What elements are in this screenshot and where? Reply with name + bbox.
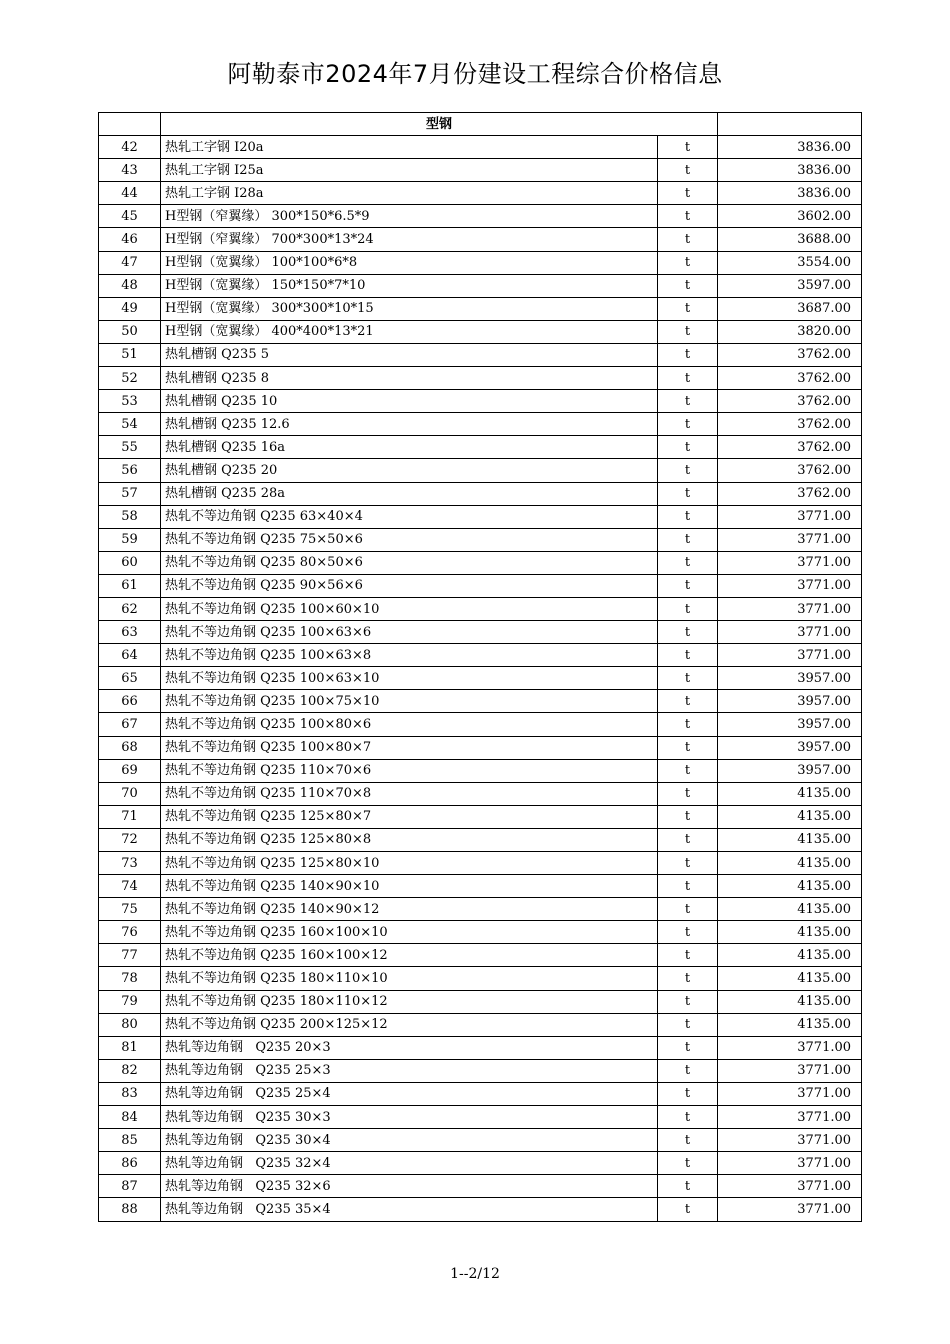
item-price: 4135.00 — [718, 898, 862, 921]
item-unit: t — [658, 1082, 718, 1105]
item-number: 54 — [99, 413, 161, 436]
item-unit: t — [658, 944, 718, 967]
table-row — [99, 320, 862, 343]
item-price: 3771.00 — [718, 505, 862, 528]
item-number: 58 — [99, 505, 161, 528]
item-price: 4135.00 — [718, 921, 862, 944]
item-unit: t — [658, 898, 718, 921]
item-number: 67 — [99, 713, 161, 736]
item-name: 热轧等边角钢 Q235 25×3 — [161, 1059, 658, 1082]
item-name: 热轧不等边角钢 Q235 140×90×12 — [161, 898, 658, 921]
table-row — [99, 1198, 862, 1221]
table-row — [99, 390, 862, 413]
item-number: 83 — [99, 1082, 161, 1105]
item-number: 78 — [99, 967, 161, 990]
category-label: 型钢 — [161, 113, 718, 136]
table-row — [99, 1175, 862, 1198]
item-name: 热轧槽钢 Q235 12.6 — [161, 413, 658, 436]
header-cell-empty — [718, 113, 862, 136]
item-name: 热轧不等边角钢 Q235 160×100×10 — [161, 921, 658, 944]
item-name: H型钢（宽翼缘） 400*400*13*21 — [161, 320, 658, 343]
item-name: 热轧等边角钢 Q235 30×3 — [161, 1106, 658, 1129]
item-name: 热轧槽钢 Q235 8 — [161, 367, 658, 390]
table-row — [99, 621, 862, 644]
item-price: 4135.00 — [718, 944, 862, 967]
item-name: 热轧等边角钢 Q235 25×4 — [161, 1082, 658, 1105]
item-price: 3554.00 — [718, 251, 862, 274]
table-row — [99, 1059, 862, 1082]
item-name: 热轧不等边角钢 Q235 180×110×10 — [161, 967, 658, 990]
table-row — [99, 343, 862, 366]
item-unit: t — [658, 1152, 718, 1175]
table-row — [99, 828, 862, 851]
item-number: 59 — [99, 528, 161, 551]
item-unit: t — [658, 597, 718, 620]
table-row — [99, 367, 862, 390]
item-name: 热轧不等边角钢 Q235 100×63×8 — [161, 644, 658, 667]
item-unit: t — [658, 828, 718, 851]
item-price: 3771.00 — [718, 1059, 862, 1082]
item-name: 热轧不等边角钢 Q235 100×80×6 — [161, 713, 658, 736]
item-number: 80 — [99, 1013, 161, 1036]
table-row — [99, 228, 862, 251]
item-price: 3688.00 — [718, 228, 862, 251]
item-number: 81 — [99, 1036, 161, 1059]
item-number: 65 — [99, 667, 161, 690]
item-unit: t — [658, 528, 718, 551]
item-number: 62 — [99, 597, 161, 620]
table-row — [99, 297, 862, 320]
table-row — [99, 644, 862, 667]
item-unit: t — [658, 667, 718, 690]
item-name: 热轧工字钢 I20a — [161, 136, 658, 159]
item-price: 3771.00 — [718, 1106, 862, 1129]
item-price: 3762.00 — [718, 436, 862, 459]
item-number: 49 — [99, 297, 161, 320]
item-unit: t — [658, 713, 718, 736]
item-price: 4135.00 — [718, 967, 862, 990]
item-name: 热轧不等边角钢 Q235 80×50×6 — [161, 551, 658, 574]
item-number: 82 — [99, 1059, 161, 1082]
item-number: 84 — [99, 1106, 161, 1129]
table-row — [99, 990, 862, 1013]
item-name: H型钢（宽翼缘） 100*100*6*8 — [161, 251, 658, 274]
item-unit: t — [658, 390, 718, 413]
table-row — [99, 182, 862, 205]
table-row — [99, 459, 862, 482]
item-price: 3762.00 — [718, 367, 862, 390]
item-name: 热轧槽钢 Q235 20 — [161, 459, 658, 482]
item-name: 热轧不等边角钢 Q235 110×70×8 — [161, 782, 658, 805]
item-price: 3836.00 — [718, 136, 862, 159]
item-unit: t — [658, 852, 718, 875]
item-price: 3836.00 — [718, 159, 862, 182]
item-number: 76 — [99, 921, 161, 944]
item-name: 热轧不等边角钢 Q235 125×80×10 — [161, 852, 658, 875]
item-name: H型钢（窄翼缘） 700*300*13*24 — [161, 228, 658, 251]
item-name: 热轧等边角钢 Q235 32×6 — [161, 1175, 658, 1198]
item-unit: t — [658, 644, 718, 667]
item-number: 42 — [99, 136, 161, 159]
item-unit: t — [658, 1198, 718, 1221]
item-price: 3957.00 — [718, 759, 862, 782]
item-unit: t — [658, 875, 718, 898]
item-price: 3771.00 — [718, 597, 862, 620]
item-price: 3957.00 — [718, 667, 862, 690]
item-name: 热轧槽钢 Q235 10 — [161, 390, 658, 413]
item-name: 热轧不等边角钢 Q235 180×110×12 — [161, 990, 658, 1013]
table-row — [99, 205, 862, 228]
item-unit: t — [658, 505, 718, 528]
item-price: 4135.00 — [718, 828, 862, 851]
table-row — [99, 1036, 862, 1059]
item-name: 热轧不等边角钢 Q235 140×90×10 — [161, 875, 658, 898]
table-row — [99, 505, 862, 528]
table-row — [99, 551, 862, 574]
item-number: 70 — [99, 782, 161, 805]
item-name: 热轧不等边角钢 Q235 125×80×8 — [161, 828, 658, 851]
item-name: 热轧不等边角钢 Q235 200×125×12 — [161, 1013, 658, 1036]
item-number: 44 — [99, 182, 161, 205]
item-number: 75 — [99, 898, 161, 921]
item-name: 热轧不等边角钢 Q235 75×50×6 — [161, 528, 658, 551]
item-number: 56 — [99, 459, 161, 482]
item-name: 热轧不等边角钢 Q235 160×100×12 — [161, 944, 658, 967]
item-unit: t — [658, 1036, 718, 1059]
item-unit: t — [658, 805, 718, 828]
table-row — [99, 1013, 862, 1036]
item-price: 3957.00 — [718, 736, 862, 759]
table-row — [99, 1129, 862, 1152]
item-unit: t — [658, 1059, 718, 1082]
item-unit: t — [658, 551, 718, 574]
item-unit: t — [658, 436, 718, 459]
item-unit: t — [658, 182, 718, 205]
item-name: 热轧不等边角钢 Q235 63×40×4 — [161, 505, 658, 528]
item-name: 热轧不等边角钢 Q235 100×63×10 — [161, 667, 658, 690]
item-price: 3762.00 — [718, 482, 862, 505]
item-price: 4135.00 — [718, 782, 862, 805]
page-number: 1--2/12 — [450, 1266, 500, 1282]
item-unit: t — [658, 736, 718, 759]
item-unit: t — [658, 343, 718, 366]
category-header-row — [99, 113, 862, 136]
item-price: 3597.00 — [718, 274, 862, 297]
item-name: 热轧不等边角钢 Q235 110×70×6 — [161, 759, 658, 782]
item-name: H型钢（宽翼缘） 150*150*7*10 — [161, 274, 658, 297]
item-number: 85 — [99, 1129, 161, 1152]
item-unit: t — [658, 459, 718, 482]
item-number: 60 — [99, 551, 161, 574]
table-row — [99, 159, 862, 182]
page-title: 阿勒泰市2024年7月份建设工程综合价格信息 — [227, 60, 723, 88]
item-name: 热轧不等边角钢 Q235 100×63×6 — [161, 621, 658, 644]
item-number: 50 — [99, 320, 161, 343]
item-price: 3771.00 — [718, 1129, 862, 1152]
item-number: 63 — [99, 621, 161, 644]
item-price: 3771.00 — [718, 1152, 862, 1175]
table-row — [99, 805, 862, 828]
item-name: 热轧不等边角钢 Q235 100×75×10 — [161, 690, 658, 713]
item-name: H型钢（窄翼缘） 300*150*6.5*9 — [161, 205, 658, 228]
item-number: 69 — [99, 759, 161, 782]
item-price: 3771.00 — [718, 551, 862, 574]
item-price: 3602.00 — [718, 205, 862, 228]
item-name: 热轧等边角钢 Q235 32×4 — [161, 1152, 658, 1175]
item-unit: t — [658, 320, 718, 343]
table-row — [99, 690, 862, 713]
table-row — [99, 782, 862, 805]
item-unit: t — [658, 621, 718, 644]
item-name: 热轧工字钢 I28a — [161, 182, 658, 205]
table-row — [99, 921, 862, 944]
item-unit: t — [658, 413, 718, 436]
item-name: 热轧槽钢 Q235 16a — [161, 436, 658, 459]
table-row — [99, 597, 862, 620]
item-number: 57 — [99, 482, 161, 505]
item-number: 64 — [99, 644, 161, 667]
table-row — [99, 136, 862, 159]
table-row — [99, 528, 862, 551]
item-number: 43 — [99, 159, 161, 182]
table-row — [99, 1152, 862, 1175]
item-name: 热轧不等边角钢 Q235 125×80×7 — [161, 805, 658, 828]
item-unit: t — [658, 921, 718, 944]
item-unit: t — [658, 136, 718, 159]
item-number: 68 — [99, 736, 161, 759]
item-name: H型钢（宽翼缘） 300*300*10*15 — [161, 297, 658, 320]
table-row — [99, 436, 862, 459]
header-cell-empty — [99, 113, 161, 136]
item-price: 4135.00 — [718, 852, 862, 875]
item-number: 53 — [99, 390, 161, 413]
item-unit: t — [658, 690, 718, 713]
item-unit: t — [658, 990, 718, 1013]
table-row — [99, 967, 862, 990]
item-unit: t — [658, 274, 718, 297]
item-name: 热轧等边角钢 Q235 30×4 — [161, 1129, 658, 1152]
item-number: 55 — [99, 436, 161, 459]
item-price: 3771.00 — [718, 621, 862, 644]
table-row — [99, 1082, 862, 1105]
item-price: 3687.00 — [718, 297, 862, 320]
item-number: 51 — [99, 343, 161, 366]
item-unit: t — [658, 1175, 718, 1198]
item-name: 热轧槽钢 Q235 28a — [161, 482, 658, 505]
item-unit: t — [658, 759, 718, 782]
item-number: 74 — [99, 875, 161, 898]
table-row — [99, 274, 862, 297]
item-price: 3762.00 — [718, 343, 862, 366]
item-price: 3820.00 — [718, 320, 862, 343]
table-row — [99, 1106, 862, 1129]
table-row — [99, 759, 862, 782]
item-unit: t — [658, 367, 718, 390]
item-price: 3771.00 — [718, 1175, 862, 1198]
table-row — [99, 667, 862, 690]
item-price: 3957.00 — [718, 690, 862, 713]
table-row — [99, 736, 862, 759]
item-unit: t — [658, 574, 718, 597]
item-unit: t — [658, 782, 718, 805]
table-row — [99, 413, 862, 436]
item-unit: t — [658, 1129, 718, 1152]
item-unit: t — [658, 1013, 718, 1036]
item-unit: t — [658, 251, 718, 274]
item-number: 45 — [99, 205, 161, 228]
item-number: 87 — [99, 1175, 161, 1198]
item-unit: t — [658, 228, 718, 251]
table-row — [99, 898, 862, 921]
item-price: 3762.00 — [718, 459, 862, 482]
table-row — [99, 852, 862, 875]
table-row — [99, 251, 862, 274]
table-row — [99, 713, 862, 736]
item-name: 热轧不等边角钢 Q235 100×80×7 — [161, 736, 658, 759]
item-price: 3771.00 — [718, 1036, 862, 1059]
item-name: 热轧等边角钢 Q235 20×3 — [161, 1036, 658, 1059]
item-number: 79 — [99, 990, 161, 1013]
item-price: 3771.00 — [718, 574, 862, 597]
item-price: 3762.00 — [718, 413, 862, 436]
item-price: 4135.00 — [718, 990, 862, 1013]
item-name: 热轧槽钢 Q235 5 — [161, 343, 658, 366]
item-price: 3762.00 — [718, 390, 862, 413]
item-unit: t — [658, 482, 718, 505]
item-number: 47 — [99, 251, 161, 274]
item-price: 4135.00 — [718, 875, 862, 898]
item-number: 77 — [99, 944, 161, 967]
item-number: 72 — [99, 828, 161, 851]
item-number: 66 — [99, 690, 161, 713]
item-unit: t — [658, 1106, 718, 1129]
item-name: 热轧等边角钢 Q235 35×4 — [161, 1198, 658, 1221]
item-number: 73 — [99, 852, 161, 875]
item-price: 4135.00 — [718, 1013, 862, 1036]
item-price: 4135.00 — [718, 805, 862, 828]
item-number: 48 — [99, 274, 161, 297]
item-number: 61 — [99, 574, 161, 597]
item-number: 88 — [99, 1198, 161, 1221]
item-price: 3771.00 — [718, 1082, 862, 1105]
item-number: 86 — [99, 1152, 161, 1175]
item-number: 46 — [99, 228, 161, 251]
price-table — [98, 112, 862, 1222]
item-price: 3957.00 — [718, 713, 862, 736]
item-unit: t — [658, 205, 718, 228]
table-row — [99, 944, 862, 967]
table-row — [99, 875, 862, 898]
table-row — [99, 574, 862, 597]
item-unit: t — [658, 297, 718, 320]
item-name: 热轧工字钢 I25a — [161, 159, 658, 182]
item-price: 3771.00 — [718, 1198, 862, 1221]
table-row — [99, 482, 862, 505]
item-number: 71 — [99, 805, 161, 828]
item-name: 热轧不等边角钢 Q235 100×60×10 — [161, 597, 658, 620]
item-name: 热轧不等边角钢 Q235 90×56×6 — [161, 574, 658, 597]
item-unit: t — [658, 967, 718, 990]
price-table-body — [99, 113, 862, 1222]
item-price: 3771.00 — [718, 644, 862, 667]
item-price: 3836.00 — [718, 182, 862, 205]
item-unit: t — [658, 159, 718, 182]
item-price: 3771.00 — [718, 528, 862, 551]
item-number: 52 — [99, 367, 161, 390]
